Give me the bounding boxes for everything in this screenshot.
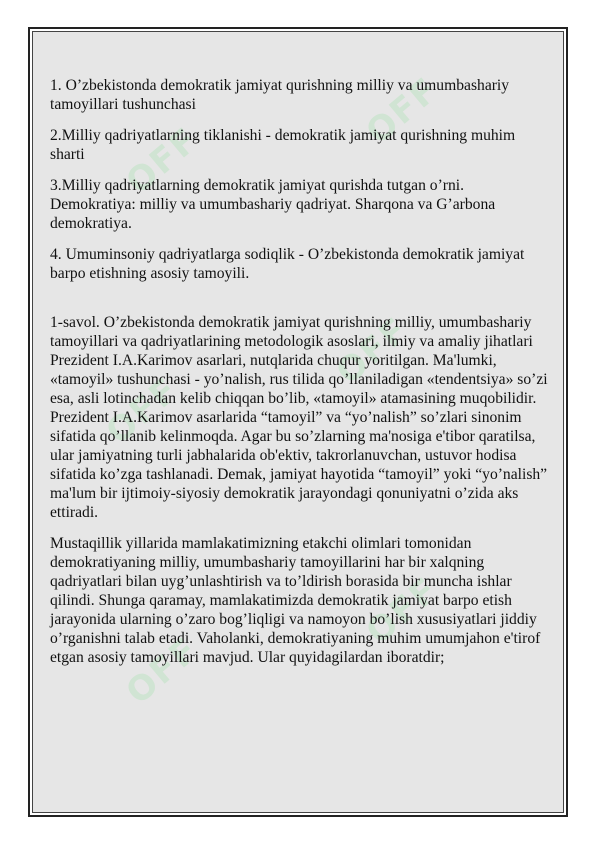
watermark-text: OFF bbox=[118, 119, 207, 203]
outline-item-3: 3.Milliy qadriyatlarning demokratik jamiyat qurishda tutgan o’rni. Demokratiya: milliy va umumbashariy qadriyat. Sharqona va G’arbona demokratiya. bbox=[50, 177, 496, 232]
watermark-text: OFF bbox=[98, 369, 187, 453]
outline-item-2: 2.Milliy qadriyatlarning tiklanishi - demokratik jamiyat qurishning muhim sharti bbox=[50, 127, 516, 163]
body-paragraph: Mustaqillik yillarida mamlakatimizning etakchi olimlari tomonidan demokratiyaning milliy, umumbashariy tamoyillarini har bir xalqning qadriyatlari bilan uyg’unlashtirish va to’ldirish borasida bir muncha ishlar qilindi. Shunga qaramay, mamlakatimizda demokratik jamiyat barpo etish jarayonida ularning o’zaro bog’liqligi va namoyon bo’lish xususiyatlari jiddiy o’rganishni talab etadi. Vaholanki, demokratiyaning muhim umumjahon e'tirof etgan asosiy tamoyillari mavjud. Ular quyidagilardan iboratdir; bbox=[50, 535, 541, 666]
watermark-text: OFF bbox=[358, 569, 447, 653]
watermark-text: OFF bbox=[118, 629, 207, 713]
body-paragraph: 1-savol. O’zbekistonda demokratik jamiyat qurishning milliy, umumbashariy tamoyillari va qadriyatlarining metodologik asoslari, ilmiy va amaliy jihatlari Prezident I.A.Karimov asarlari, nutqlarida chuqur yoritilgan. Ma'lumki, «tamoyil» tushunchasi - yo’nalish, rus tilida qo’llaniladigan «tendentsiya» so’zi esa, asli lotinchadan kelib chiqqan bo’lib, «tamoyil» atamasining muqobilidir. Prezident I.A.Karimov asarlarida “tamoyil” va “yo’nalish” so’zlari sinonim sifatida qo’llanib kelinmoqda. Agar bu so’zlarning ma'nosiga e'tibor qaratilsa, ular jamiyatning turli jabhalarida ob'ektiv, takrorlanuvchan, ustuvor hodisa sifatida ko’zga tashlanadi. Demak, jamiyat hayotida “tamoyil” yoki “yo’nalish” ma'lum bir ijtimoiy-siyosiy demokratik jarayondagi qonuniyatni o’zida aks ettiradi. bbox=[50, 314, 548, 521]
watermark-text: OFF bbox=[328, 309, 417, 393]
document-body bbox=[50, 76, 550, 679]
watermark-text: OFF bbox=[358, 69, 447, 153]
outline-item-1: 1. O’zbekistonda demokratik jamiyat qurishning milliy va umumbashariy tamoyillari tushunchasi bbox=[50, 77, 510, 113]
outline-item-4: 4. Umuminsoniy qadriyatlarga sodiqlik - O’zbekistonda demokratik jamiyat barpo etishning asosiy tamoyili. bbox=[50, 246, 525, 282]
